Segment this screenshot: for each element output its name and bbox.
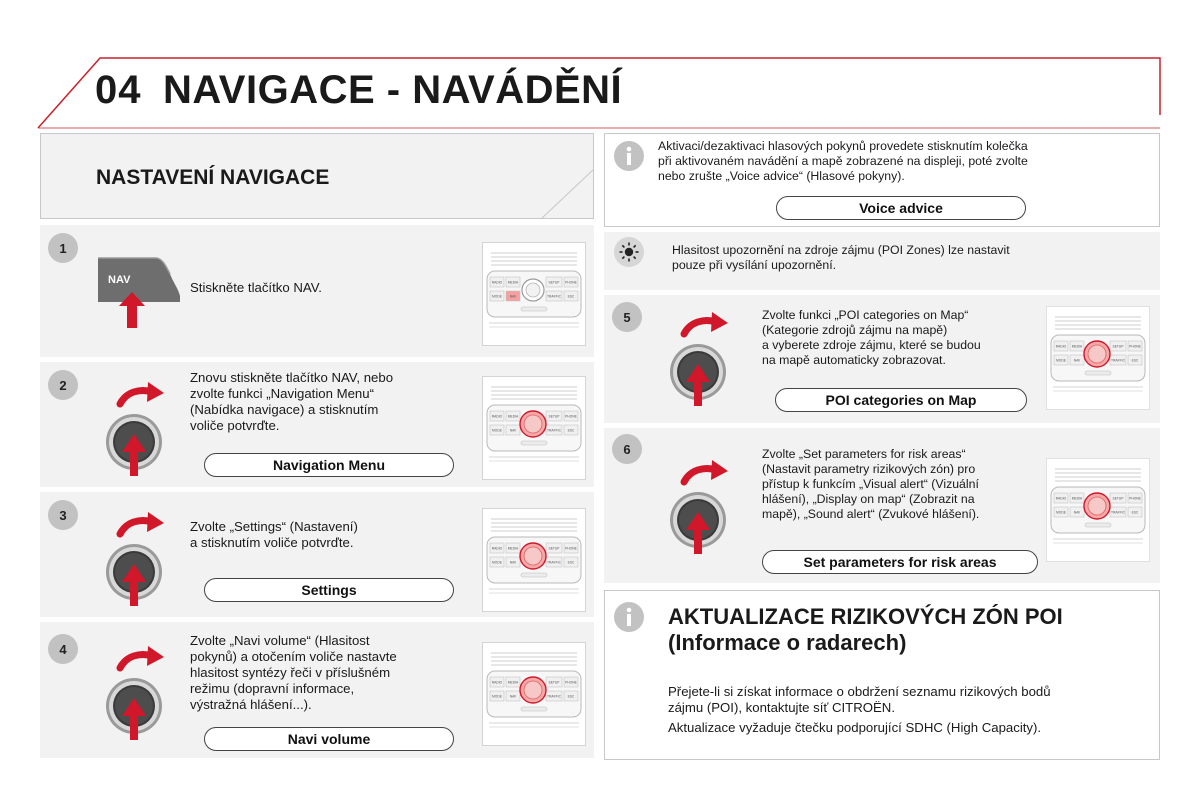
settings-button[interactable]: Settings xyxy=(204,578,454,602)
svg-text:RADIO: RADIO xyxy=(491,280,503,285)
svg-text:SETUP: SETUP xyxy=(548,680,560,685)
step-number: 6 xyxy=(612,434,642,464)
svg-text:TRAFFIC: TRAFFIC xyxy=(1111,510,1125,515)
svg-text:ESC: ESC xyxy=(1131,358,1139,363)
svg-text:TRAFFIC: TRAFFIC xyxy=(547,560,561,565)
svg-text:TRAFFIC: TRAFFIC xyxy=(547,694,561,699)
svg-text:NAV: NAV xyxy=(509,694,517,699)
svg-text:PHONE: PHONE xyxy=(565,280,577,285)
svg-text:MODE: MODE xyxy=(1056,358,1066,363)
svg-text:NAV: NAV xyxy=(509,560,517,565)
svg-text:RADIO: RADIO xyxy=(491,680,503,685)
rotary-knob-icon xyxy=(664,456,734,556)
svg-text:SETUP: SETUP xyxy=(548,414,560,419)
svg-text:NAV: NAV xyxy=(509,428,517,433)
svg-text:RADIO: RADIO xyxy=(491,546,503,551)
rotary-knob-icon xyxy=(100,378,170,478)
rotary-knob-icon xyxy=(664,308,734,408)
svg-text:RADIO: RADIO xyxy=(491,414,503,419)
svg-text:PHONE: PHONE xyxy=(1129,496,1141,501)
svg-text:MEDIA: MEDIA xyxy=(507,680,519,685)
control-panel-image xyxy=(1046,458,1150,562)
risk-areas-button[interactable]: Set parameters for risk areas xyxy=(762,550,1038,574)
svg-text:MODE: MODE xyxy=(492,294,502,299)
info-icon xyxy=(614,141,644,171)
svg-text:NAV: NAV xyxy=(1073,358,1081,363)
rotary-knob-icon xyxy=(100,642,170,742)
step-number: 4 xyxy=(48,634,78,664)
navi-volume-button[interactable]: Navi volume xyxy=(204,727,454,751)
voice-advice-button[interactable]: Voice advice xyxy=(776,196,1026,220)
info-icon xyxy=(614,602,644,632)
svg-text:MODE: MODE xyxy=(492,560,502,565)
sdhc-note: Aktualizace vyžaduje čtečku podporující SDHC (High Capacity). xyxy=(668,720,1042,735)
control-panel-image xyxy=(482,508,586,612)
svg-text:MEDIA: MEDIA xyxy=(1071,496,1083,501)
poi-update-title: AKTUALIZACE RIZIKOVÝCH ZÓN POI (Informace o radarech) xyxy=(668,604,1063,655)
control-panel-image xyxy=(482,376,586,480)
step-text: Zvolte „Navi volume“ (Hlasitost pokynů) a otočením voliče nastavte hlasitost syntézy řeči v příslušném režimu (dopravní informace, výstražná hlášení...). xyxy=(190,633,397,712)
svg-text:MODE: MODE xyxy=(492,694,502,699)
svg-text:SETUP: SETUP xyxy=(1112,496,1124,501)
step-text: Zvolte funkci „POI categories on Map“ (Kategorie zdrojů zájmu na mapě) a vyberete zdroje zájmu, které se budou na mapě automaticky zobrazovat. xyxy=(762,308,981,367)
svg-text:TRAFFIC: TRAFFIC xyxy=(547,428,561,433)
step-text: Stiskněte tlačítko NAV. xyxy=(190,280,322,295)
svg-text:TRAFFIC: TRAFFIC xyxy=(1111,358,1125,363)
control-panel-image xyxy=(482,242,586,346)
step-text: Znovu stiskněte tlačítko NAV, nebo zvolte funkci „Navigation Menu“ (Nabídka navigace) a stisknutím voliče potvrďte. xyxy=(190,370,394,433)
svg-text:ESC: ESC xyxy=(567,560,575,565)
navigation-menu-button[interactable]: Navigation Menu xyxy=(204,453,454,477)
svg-text:MEDIA: MEDIA xyxy=(507,414,519,419)
sun-icon xyxy=(614,237,644,267)
svg-text:MEDIA: MEDIA xyxy=(507,280,519,285)
svg-text:ESC: ESC xyxy=(567,294,575,299)
svg-text:PHONE: PHONE xyxy=(1129,344,1141,349)
voice-info-text: Aktivaci/dezaktivaci hlasových pokynů provedete stisknutím kolečka při aktivovaném navádění a mapě zobrazené na displeji, poté zvolte nebo zrušte „Voice advice“ (Hlasové pokyny). xyxy=(658,139,1028,183)
svg-text:SETUP: SETUP xyxy=(548,280,560,285)
control-panel-image xyxy=(482,642,586,746)
svg-text:MODE: MODE xyxy=(1056,510,1066,515)
chapter-title: NAVIGACE - NAVÁDĚNÍ xyxy=(163,68,623,112)
svg-text:ESC: ESC xyxy=(1131,510,1139,515)
step-number: 2 xyxy=(48,370,78,400)
svg-text:RADIO: RADIO xyxy=(1055,496,1067,501)
step-number: 5 xyxy=(612,302,642,332)
svg-text:NAV: NAV xyxy=(1073,510,1081,515)
section-title: NASTAVENÍ NAVIGACE xyxy=(96,166,330,189)
step-text: Zvolte „Settings“ (Nastavení) a stisknutím voliče potvrďte. xyxy=(190,519,358,550)
rotary-knob-icon xyxy=(100,508,170,608)
step-number: 3 xyxy=(48,500,78,530)
svg-text:RADIO: RADIO xyxy=(1055,344,1067,349)
step-number: 1 xyxy=(48,233,78,263)
svg-text:SETUP: SETUP xyxy=(548,546,560,551)
svg-text:MEDIA: MEDIA xyxy=(1071,344,1083,349)
svg-text:MODE: MODE xyxy=(492,428,502,433)
svg-text:MEDIA: MEDIA xyxy=(507,546,519,551)
control-panel-image xyxy=(1046,306,1150,410)
poi-update-text: Přejete-li si získat informace o obdržení seznamu rizikových bodů zájmu (POI), kontaktujte síť CITROËN. xyxy=(668,684,1051,715)
svg-text:NAV: NAV xyxy=(509,294,517,299)
step-text: Zvolte „Set parameters for risk areas“ (Nastavit parametry rizikových zón) pro přístup k funkcím „Visual alert“ (Vizuální hlášení), „Display on map“ (Zobrazit na mapě), „Sound alert“ (Zvukové hlášení). xyxy=(762,447,980,521)
poi-categories-button[interactable]: POI categories on Map xyxy=(775,388,1027,412)
svg-text:ESC: ESC xyxy=(567,694,575,699)
svg-text:PHONE: PHONE xyxy=(565,414,577,419)
nav-button-label: NAV xyxy=(108,274,131,286)
svg-text:TRAFFIC: TRAFFIC xyxy=(547,294,561,299)
svg-text:SETUP: SETUP xyxy=(1112,344,1124,349)
nav-button-icon xyxy=(92,252,182,332)
svg-text:ESC: ESC xyxy=(567,428,575,433)
svg-text:PHONE: PHONE xyxy=(565,680,577,685)
poi-tip-text: Hlasitost upozornění na zdroje zájmu (POI Zones) lze nastavit pouze při vysílání upozornění. xyxy=(672,243,1010,272)
chapter-number: 04 xyxy=(95,68,142,112)
svg-text:PHONE: PHONE xyxy=(565,546,577,551)
